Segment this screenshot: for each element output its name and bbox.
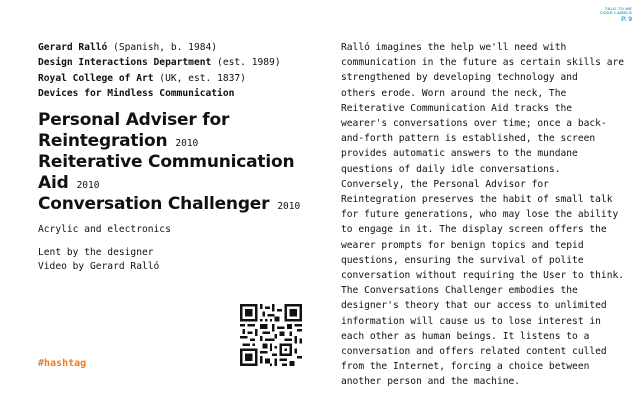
hashtag-label: #hashtag — [38, 358, 87, 369]
description-line: Reiterative Communication Aid tracks the — [341, 102, 573, 114]
credits-block — [38, 40, 313, 101]
description-line: conversation and offers related content culled — [341, 346, 607, 358]
description-line: Conversely, the Personal Advisor for — [341, 178, 549, 190]
description-line: questions of daily idle conversations. — [341, 163, 561, 175]
description-line: to engage in it. The display screen offers the — [341, 224, 607, 236]
description-line: for future generations, who may lose the ability — [341, 209, 619, 221]
description-line: wearer's conversations over time; once a back- — [341, 118, 607, 130]
description-line: conversation without requiring the User to think. — [341, 270, 625, 282]
lent-by-line: Lent by the designer — [38, 247, 154, 259]
page-corner-marker — [600, 7, 632, 24]
description-line: another person and the machine. — [341, 376, 521, 388]
description-line: designer's theory that our access to unlimited — [341, 300, 607, 312]
credit-line-project: Devices for Mindless Communication — [38, 87, 235, 99]
credit-line-department: Design Interactions Department (est. 1989) — [38, 57, 281, 69]
section-label: CODE LABELS — [600, 10, 632, 16]
work-titles — [38, 111, 313, 216]
work-title-line: Reiterative Communication — [38, 152, 295, 173]
page-number: P. 9 — [621, 16, 632, 24]
description-line: Reintegration preserves the habit of small talk — [341, 194, 613, 206]
description-line: questions, ensuring the survival of polite — [341, 254, 584, 266]
description-line: others erode. Worn around the neck, The — [341, 87, 567, 99]
work-title-line: Personal Adviser for — [38, 110, 230, 131]
video-by-line: Video by Gerard Ralló — [38, 261, 160, 273]
description-line: The Conversations Challenger embodies the — [341, 285, 578, 297]
description-text — [341, 40, 625, 390]
label-left-column — [38, 40, 313, 274]
credit-line-designer: Gerard Ralló (Spanish, b. 1984) — [38, 42, 218, 53]
work-title-line: Reintegration 2010 — [38, 131, 199, 152]
description-line: strengthened by developing technology and — [341, 72, 578, 84]
lender-credits — [38, 246, 313, 274]
description-line: each other as human beings. It listens to a — [341, 330, 590, 342]
description-line: wearer prompts for benign topics and tepid — [341, 239, 584, 251]
work-title-line: Aid 2010 — [38, 173, 100, 194]
medium-text: Acrylic and electronics — [38, 224, 171, 236]
credit-line-institution: Royal College of Art (UK, est. 1837) — [38, 72, 246, 84]
description-line: communication in the future as certain skills are — [341, 57, 625, 69]
description-line: provides automatic answers to the mundane — [341, 148, 578, 160]
description-line: information will cause us to lose interest in — [341, 315, 601, 327]
qr-code-icon[interactable] — [240, 304, 302, 366]
description-line: Ralló imagines the help we'll need with — [341, 42, 567, 53]
description-line: from the Internet, forcing a choice between — [341, 361, 590, 373]
description-line: and-forth pattern is established, the screen — [341, 133, 596, 145]
series-label: TALK TO ME — [604, 6, 632, 11]
work-title-line: Conversation Challenger 2010 — [38, 194, 301, 215]
